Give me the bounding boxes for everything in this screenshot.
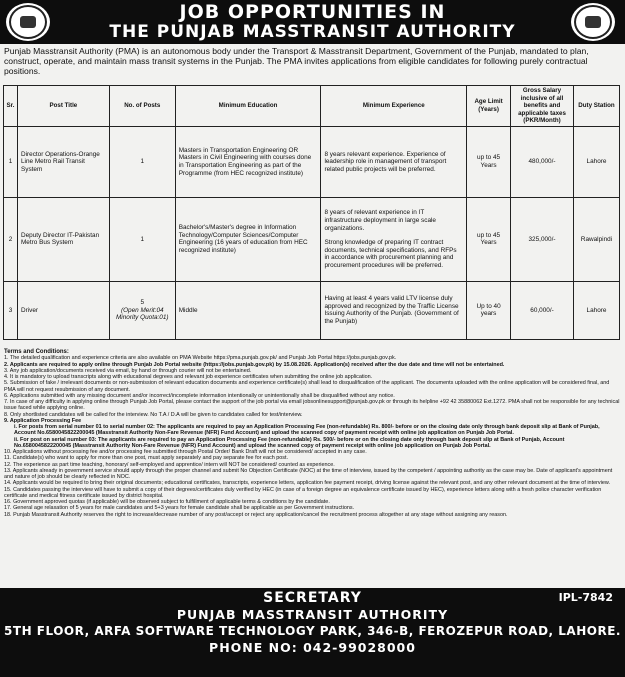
col-post-title: Post Title <box>17 86 109 127</box>
row-age-limit: Up to 40 years <box>467 281 511 339</box>
row-education: Bachelor's/Master's degree in Information Technology/Computer Sciences/Computer Engineering (16 years of education from HEC recognized institute) <box>175 197 321 281</box>
experience-text: 8 years of relevant experience in IT infrastructure deployment in large scale organizations. <box>324 209 436 232</box>
table-header-row <box>4 86 620 127</box>
col-education: Minimum Education <box>175 86 321 127</box>
row-age-limit: up to 45 Years <box>467 126 511 197</box>
row-experience <box>321 281 467 339</box>
table-row <box>4 126 620 197</box>
row-sr: 1 <box>4 126 18 197</box>
experience-text-extra: Strong knowledge of preparing IT contract documents, technical specifications, and RFPs in accordance with procurement planning and procurement procedures will be preferred. <box>324 239 457 269</box>
row-duty-station: Rawalpindi <box>573 197 619 281</box>
footer-org: PUNJAB MASSTRANSIT AUTHORITY <box>176 607 449 622</box>
terms-heading: Terms and Conditions: <box>4 349 69 355</box>
posts-count: 1 <box>140 235 145 243</box>
posts-note: (Open Merit:04 Minority Quota:01) <box>115 306 169 322</box>
term-item: 5. Submission of fake / irrelevant documents or non-submission of relevant education documents and experience certificate(s) shall lead to disqualification of the applicant. The documents uploaded with the online application will be considered final, and PMA will not request resubmission of any document. <box>4 380 610 393</box>
term-item: 7. In case of any difficulty in applying online through Punjab Job Portal, please contact the support of the job portal via email jobsonlinesupport@punjab.gov.pk or through its helpline +92 42 35880062 Ext.1272. PMA shall not be responsible for any technical issue faced while applying online. <box>4 399 620 412</box>
posts-count: 1 <box>140 158 145 166</box>
term-item: 6. Applications submitted with any missing document and/or incorrect/incomplete information intentionally or unintentionally shall be disqualified without any notice. <box>4 392 395 399</box>
term-item: 3. Any job application/documents received via email, by hand or through courier will not be entertained. <box>4 367 252 374</box>
row-post-title: Driver <box>17 281 109 339</box>
posts-count: 5 <box>140 299 145 307</box>
term-item: 11. Candidate(s) who want to apply for more than one post, must apply separately and pay separate fee for each post. <box>4 455 289 462</box>
jobs-table <box>3 85 620 340</box>
term-item: 15. Candidates passing the interview will have to submit a copy of their degrees/certificates duly verified by HEC (in case of a foreign degree an equivalence certificate issued by HEC), experience letters along with a fresh police character verification certificate and medical fitness certificate issued by district hospital. <box>4 486 602 499</box>
footer-banner <box>0 588 625 677</box>
term-item: 8. Only shortlisted candidates will be called for the interview. No T.A / D.A will be given to candidates called for test/interview. <box>4 411 303 418</box>
row-sr: 2 <box>4 197 18 281</box>
row-salary: 60,000/- <box>511 281 574 339</box>
row-post-title: Deputy Director IT-Pakistan Metro Bus System <box>17 197 109 281</box>
col-age-limit: Age Limit (Years) <box>467 86 511 127</box>
table-row <box>4 281 620 339</box>
row-sr: 3 <box>4 281 18 339</box>
experience-text: Having at least 4 years valid LTV license duly approved and recognized by the Traffic License Issuing Authority of the Punjab. (Government of the Punjab) <box>324 295 459 326</box>
term-item: 4. It is mandatory to upload transcripts along with educational degrees and relevant job experience certificates when submitting the online job application. <box>4 374 373 380</box>
punjab-government-seal-icon <box>6 3 50 41</box>
term-item: i. For posts from serial number 01 to serial number 02: The applicants are required to pay an Application Processing Fee (non-refundable) Rs. 800/- before or on the closing date only through bank deposit slip at Bank of Punjab, Account No.6580045822200045 (Masstransit Authority Non-Fare Revenue (NFR) Fund Account) and upload the scanned copy of payment receipt with online job application on Punjab Job Portal. <box>14 424 600 437</box>
col-salary: Gross Salary inclusive of all benefits and applicable taxes (PKR/Month) <box>511 86 574 127</box>
term-item: 12. The experience as part time teaching, honorary/ self-employed and apprentice/ intern will NOT be considered/ counted as experience. <box>4 461 335 468</box>
row-no-of-posts <box>109 126 175 197</box>
pma-seal-icon <box>571 3 615 41</box>
footer-title: SECRETARY <box>263 590 362 606</box>
col-sr: Sr. <box>4 86 18 127</box>
header-title-line1: JOB OPPORTUNITIES IN <box>179 1 446 23</box>
row-no-of-posts <box>109 197 175 281</box>
footer-phone: PHONE NO: 042-99028000 <box>209 640 416 655</box>
row-age-limit: up to 45 Years <box>467 197 511 281</box>
row-salary: 325,000/- <box>511 197 574 281</box>
col-experience: Minimum Experience <box>321 86 467 127</box>
row-duty-station: Lahore <box>573 126 619 197</box>
row-post-title: Director Operations-Orange Line Metro Rail Transit System <box>17 126 109 197</box>
row-education: Middle <box>175 281 321 339</box>
term-item: 16. Government approved quotas (if applicable) will be observed subject to fulfillment of applicable terms & conditions by the candidate. <box>4 499 330 505</box>
row-no-of-posts <box>109 281 175 339</box>
table-row <box>4 197 620 281</box>
header-banner <box>0 0 625 44</box>
col-no-of-posts: No. of Posts <box>109 86 175 127</box>
row-experience <box>321 126 467 197</box>
footer-address: 5TH FLOOR, ARFA SOFTWARE TECHNOLOGY PARK, 346-B, FEROZEPUR ROAD, LAHORE. <box>4 624 621 638</box>
ipl-reference: IPL-7842 <box>558 591 613 604</box>
header-title-line2: THE PUNJAB MASSTRANSIT AUTHORITY <box>109 22 516 42</box>
col-duty-station: Duty Station <box>573 86 619 127</box>
term-item: 10. Applications without processing fee and/or processing fee submitted through Postal Order/ Bank Draft will not be considered/ accepted in any case. <box>4 449 367 455</box>
term-item: 2. Applicants are required to apply online through Punjab Job Portal website (https://jobs.punjab.gov.pk) by 15.08.2026. Application(s) received after the due date and time will not be entertained. <box>4 361 505 368</box>
intro-paragraph: Punjab Masstransit Authority (PMA) is an autonomous body under the Transport & Masstransit Department, Government of the Punjab, mandated to plan, construct, operate, and maintain mass transit systems in the Punjab. The PMA invites applications from eligible candidates for following purely contractual positions. <box>4 46 589 76</box>
row-duty-station: Lahore <box>573 281 619 339</box>
term-item: 9. Application Processing Fee <box>4 417 82 424</box>
term-item: 17. General age relaxation of 5 years for male candidates and 5+3 years for female candidate shall be applicable as per Government instructions. <box>4 505 355 512</box>
term-item: 14. Applicants would be required to bring their original documents; educational certificates, transcripts, experience letters, application fee payment receipt, driving license against the relevant post, and any other relevant document at the time of interview. <box>4 480 611 487</box>
row-education: Masters in Transportation Engineering OR Masters in Civil Engineering with courses done in Transportation Engineering as part of the Programme (from HEC recognized institute) <box>175 126 321 197</box>
term-item: 18. Punjab Masstransit Authority reserves the right to increase/decrease number of any post/accept or reject any application/cancel the recruitment process altogether at any stage without assigning any reason. <box>4 511 508 518</box>
row-salary: 480,000/- <box>511 126 574 197</box>
term-item: ii. For post on serial number 03: The applicants are required to pay an Application Processing Fee (non-refundable) Rs. 500/- before or on the closing date only through bank deposit slip at Bank of Punjab, Account No.6580045822200045 (Masstransit Authority Non-Fare Revenue (NFR) Fund Account) and upload the scanned copy of payment receipt with online job application on Punjab Job Portal. <box>14 436 565 449</box>
term-item: 13. Applicants already in government service should apply through the proper channel and submit No Objection Certificate (NOC) at the time of interview, issued by the competent / appointing authority as the case may be. Date of applicant's appointment and nature of job should be clearly reflected in NOC. <box>4 467 613 480</box>
experience-text: 8 years relevant experience. Experience of leadership role in management of transport related public projects will be preferred. <box>324 150 447 173</box>
term-item: 1. The detailed qualification and experience criteria are also available on PMA Website https://pma.punjab.gov.pk/ and Punjab Job Portal https://jobs.punjab.gov.pk. <box>4 355 397 362</box>
row-experience <box>321 197 467 281</box>
terms-section <box>4 349 621 518</box>
